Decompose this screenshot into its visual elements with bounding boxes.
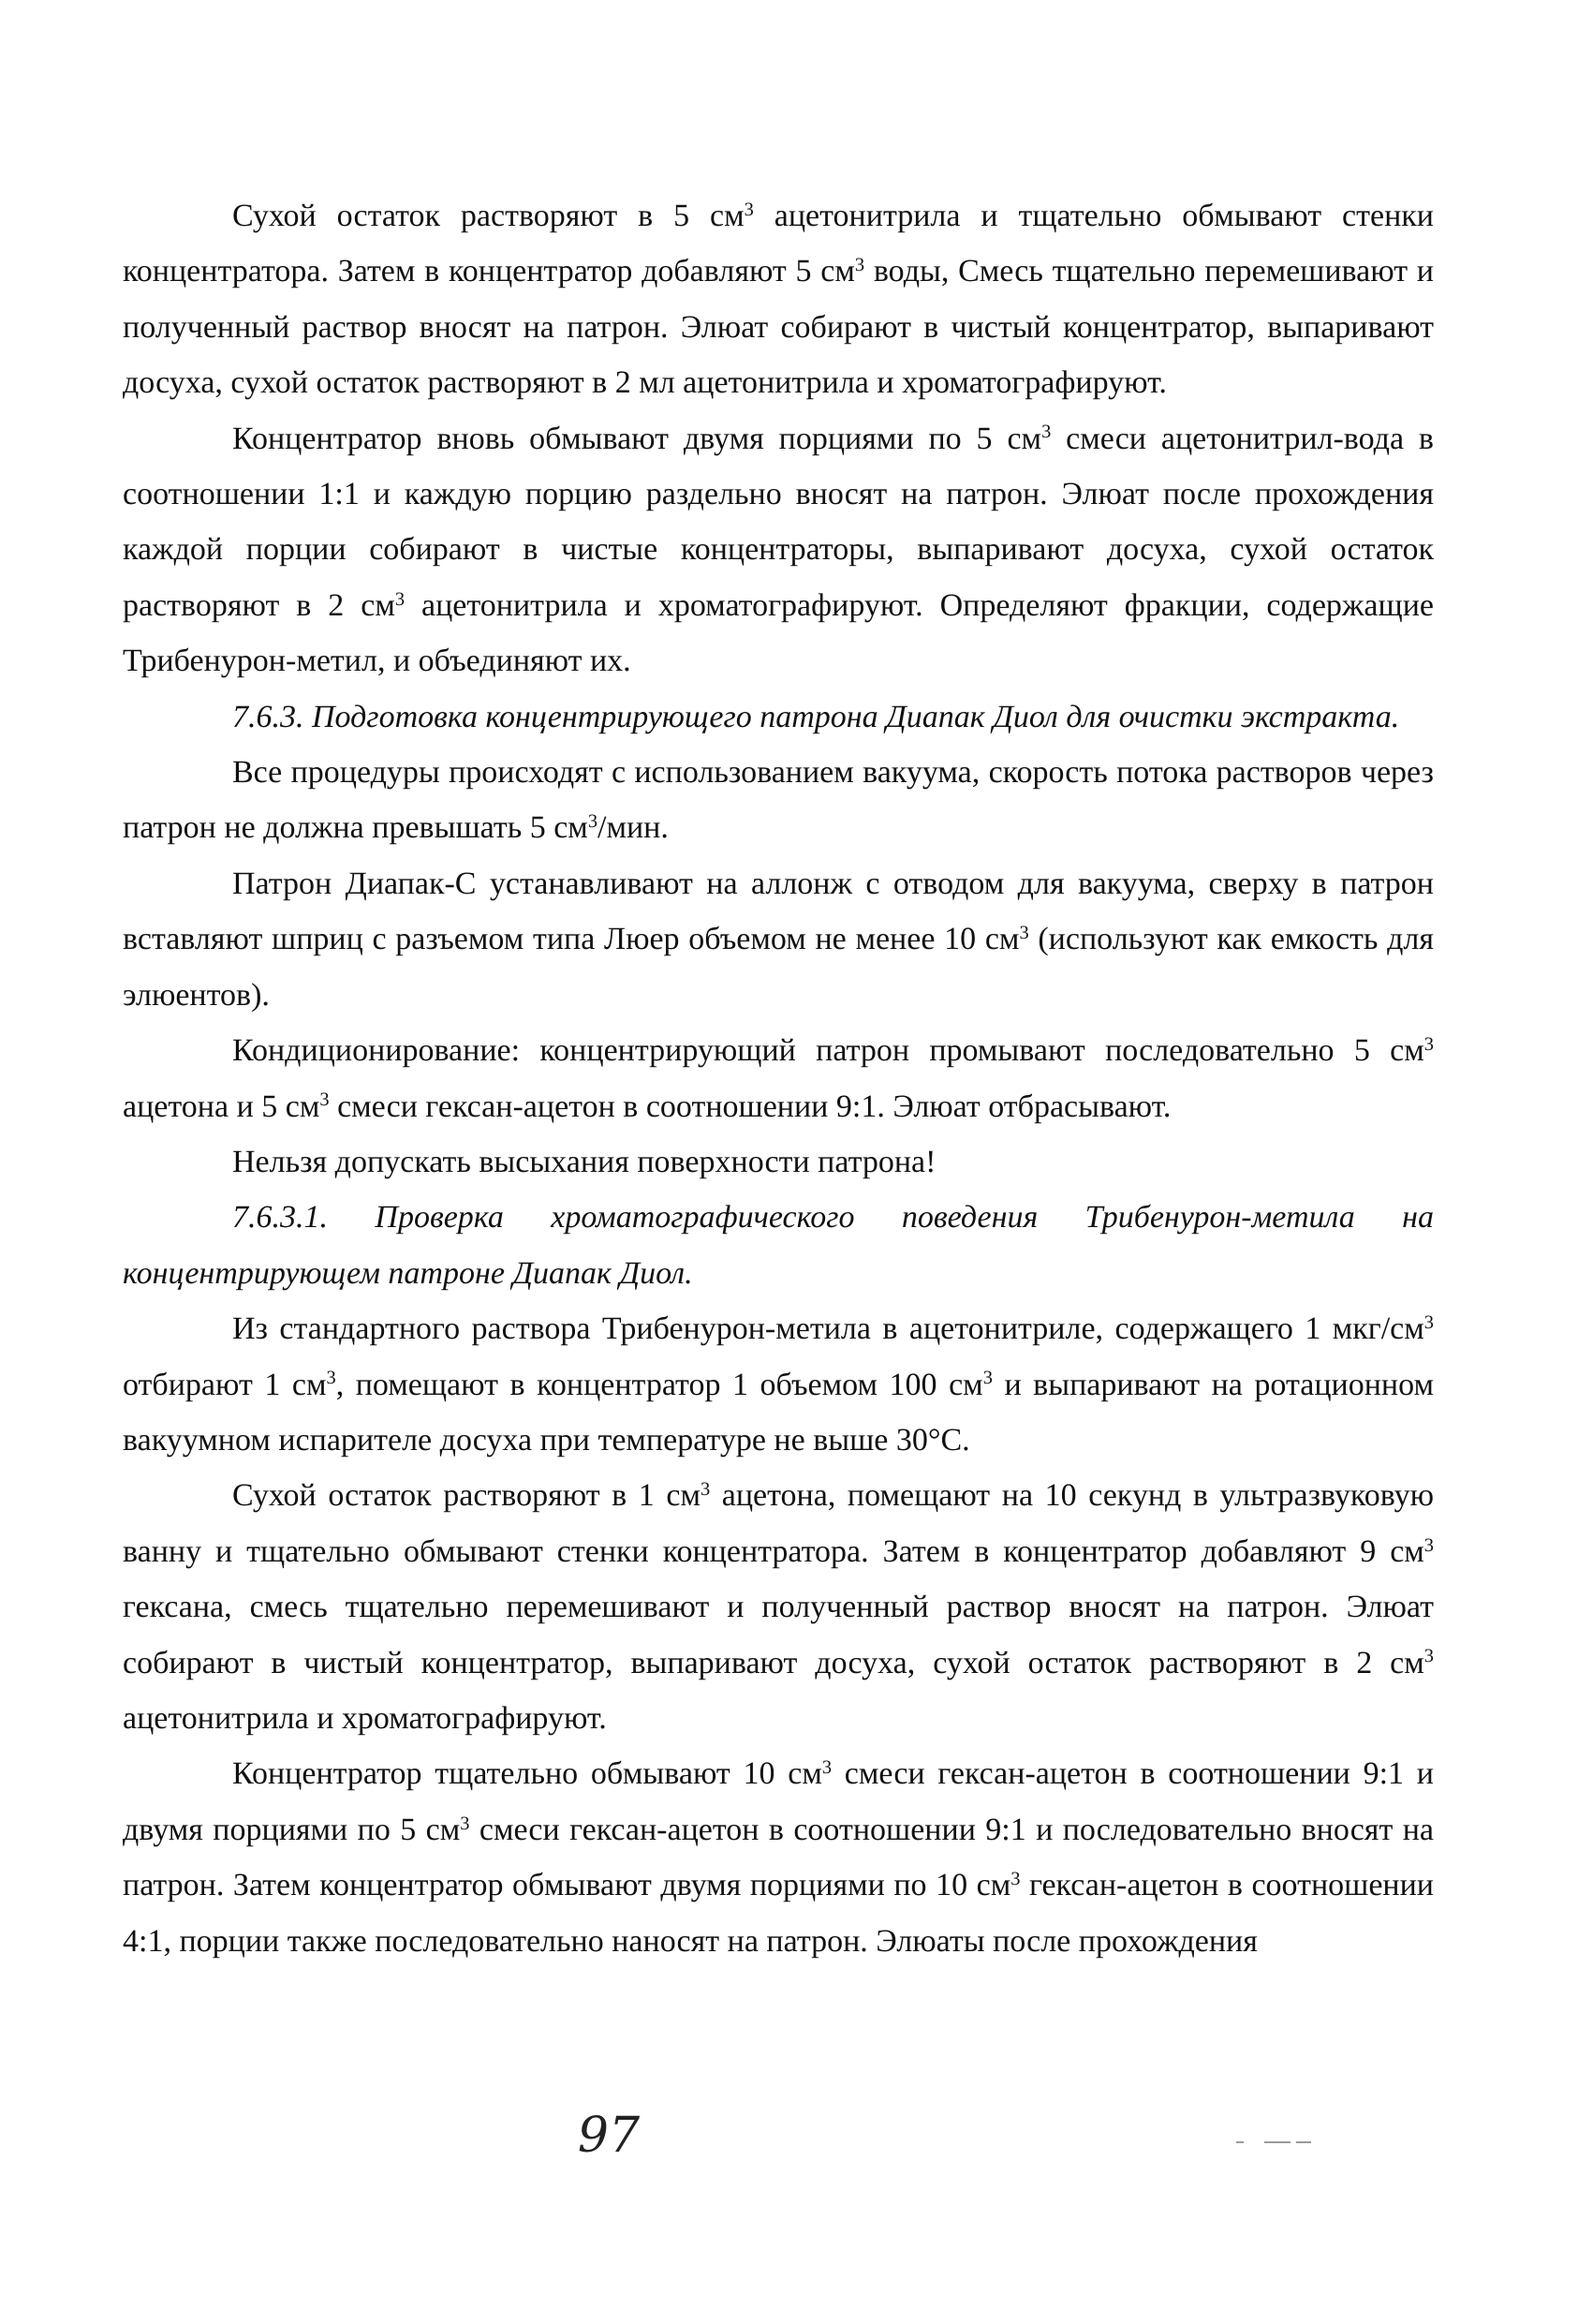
text-run: ацетонитрила и хроматографируют. Определяют фракции, содержащие Трибенурон-метил, и объединяют их. — [123, 587, 1434, 679]
superscript: 3 — [1010, 1868, 1021, 1889]
text-run: смеси гексан-ацетон в соотношении 9:1 и двумя порциями по 5 см — [123, 1756, 1434, 1847]
scan-mark — [1296, 2141, 1311, 2143]
text-run: гексана, смесь тщательно перемешивают и полученный раствор вносят на патрон. Элюат собирают в чистый концентратор, выпаривают досуха, сухой остаток растворяют в 2 см — [123, 1590, 1434, 1680]
paragraph — [123, 1023, 1434, 1134]
text-run: Патрон Диапак-С устанавливают на аллонж с отводом для вакуума, сверху в патрон вставляют шприц с разъемом типа Люер объемом не менее 10 см — [123, 866, 1434, 957]
text-run: (используют как емкость для элюентов). — [123, 922, 1434, 1013]
superscript: 3 — [744, 199, 754, 220]
section-heading — [123, 689, 1434, 745]
text-run: 7.6.3.1. Проверка хроматографического поведения Трибенурон-метила на концентрирующем патроне Диапак Диол. — [123, 1200, 1434, 1291]
text-run: смеси гексан-ацетон в соотношении 9:1 и последовательно вносят на патрон. Затем концентратор обмывают двумя порциями по 10 см — [123, 1812, 1434, 1903]
text-run: ацетонитрила и хроматографируют. — [123, 1700, 607, 1736]
paragraph — [123, 1468, 1434, 1746]
text-run: Сухой остаток растворяют в 1 см — [232, 1478, 701, 1514]
paragraph — [123, 1134, 1434, 1190]
scan-mark — [1236, 2141, 1244, 2143]
superscript: 3 — [700, 1479, 711, 1501]
superscript: 3 — [854, 255, 865, 276]
superscript: 3 — [1019, 923, 1029, 944]
text-run: Концентратор вновь обмывают двумя порциями по 5 см — [232, 421, 1042, 456]
text-run: Концентратор тщательно обмывают 10 см — [232, 1756, 822, 1792]
paragraph — [123, 411, 1434, 689]
text-run: смеси ацетонитрил-вода в соотношении 1:1 и каждую порцию раздельно вносят на патрон. Элюат после прохождения каждой порции собирают в чистые концентраторы, выпаривают досуха, сухой остаток растворяют в 2 см — [123, 421, 1434, 623]
text-run: Кондиционирование: концентрирующий патрон промывают последовательно 5 см — [232, 1033, 1424, 1069]
page-number: 97 — [577, 2108, 641, 2164]
text-run: ацетона, помещают на 10 секунд в ультразвуковую ванну и тщательно обмывают стенки концентратора. Затем в концентратор добавляют 9 см — [123, 1478, 1435, 1569]
superscript: 3 — [326, 1368, 336, 1389]
document-body — [123, 188, 1434, 1969]
text-run: смеси гексан-ацетон в соотношении 9:1. Элюат отбрасывают. — [329, 1088, 1172, 1124]
text-run: Сухой остаток растворяют в 5 см — [232, 199, 745, 233]
text-run: и выпаривают на ротационном вакуумном испарителе досуха при температуре не выше 30°С. — [123, 1367, 1434, 1458]
section-heading — [123, 1190, 1434, 1301]
superscript: 3 — [1423, 1311, 1434, 1333]
paragraph — [123, 745, 1434, 856]
text-run: гексан-ацетон в соотношении 4:1, порции также последовательно наносят на патрон. Элюаты после прохождения — [123, 1868, 1434, 1959]
text-run: , помещают в концентратор 1 объемом 100 см — [335, 1367, 983, 1402]
paragraph — [123, 188, 1434, 411]
text-run: Из стандартного раствора Трибенурон-метила в ацетонитриле, содержащего 1 мкг/см — [232, 1311, 1424, 1347]
superscript: 3 — [1423, 1033, 1434, 1055]
superscript: 3 — [1423, 1646, 1434, 1667]
superscript: 3 — [460, 1813, 470, 1834]
superscript: 3 — [821, 1757, 833, 1779]
text-run: Все процедуры происходят с использованием вакуума, скорость потока растворов через патрон не должна превышать 5 см — [123, 755, 1434, 846]
paragraph — [123, 856, 1434, 1023]
superscript: 3 — [394, 588, 406, 610]
paragraph — [123, 1301, 1434, 1468]
text-run: отбирают 1 см — [123, 1367, 327, 1402]
superscript: 3 — [1423, 1534, 1434, 1556]
text-run: ацетона и 5 см — [123, 1088, 320, 1124]
text-run: ацетонитрила и тщательно обмывают стенки концентратора. Затем в концентратор добавляют 5 см — [123, 199, 1434, 289]
scan-mark — [1264, 2141, 1291, 2143]
text-run: воды, Смесь тщательно перемешивают и полученный раствор вносят на патрон. Элюат собирают в чистый концентратор, выпаривают досуха, сухой остаток растворяют в 2 мл ацетонитрила и хроматографируют. — [123, 254, 1434, 401]
text-run: 7.6.3. Подготовка концентрирующего патрона Диапак Диол для очистки экстракта. — [232, 699, 1400, 734]
paragraph — [123, 1746, 1434, 1969]
superscript: 3 — [587, 811, 598, 833]
text-run: Нельзя допускать высыхания поверхности патрона! — [232, 1144, 937, 1179]
superscript: 3 — [319, 1089, 330, 1111]
superscript: 3 — [982, 1368, 993, 1389]
superscript: 3 — [1041, 422, 1052, 443]
text-run: /мин. — [597, 810, 669, 846]
